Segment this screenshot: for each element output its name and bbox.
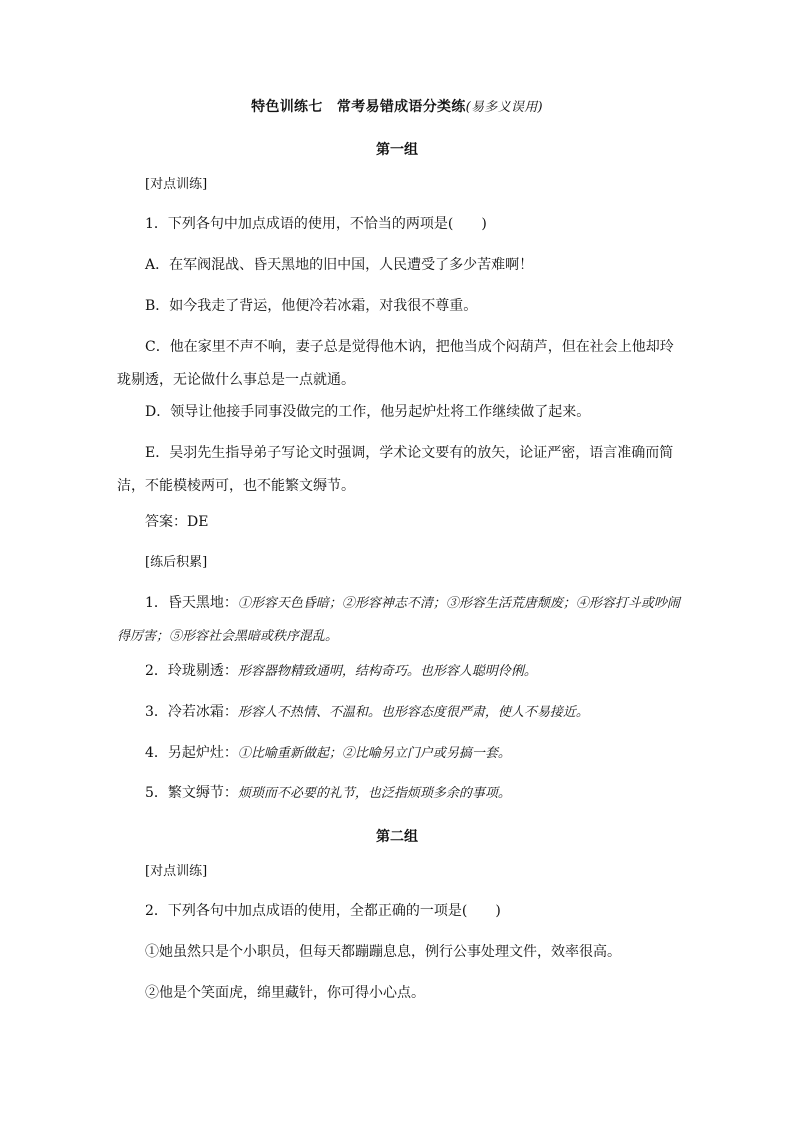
- question-1: 1．下列各句中加点成语的使用，不恰当的两项是( ): [145, 216, 487, 232]
- title-main: 特色训练七 常考易错成语分类练: [251, 99, 466, 115]
- group1-notes-label: [练后积累]: [145, 555, 208, 570]
- note-term: 4．另起炉灶：: [145, 745, 238, 761]
- option-c: C．他在家里不声不响，妻子总是觉得他木讷，把他当成个闷葫芦，但在社会上他却玲珑剔透，无论做什么事总是一点就通。: [117, 339, 674, 388]
- note-definition: ①比喻重新做起；②比喻另立门户或另搞一套。: [237, 746, 511, 761]
- note-1: [117, 587, 687, 653]
- question-2: 2．下列各句中加点成语的使用，全都正确的一项是( ): [145, 903, 501, 919]
- note-3: [145, 696, 715, 729]
- item-1: ①她虽然只是个小职员，但每天都蹦蹦息息，例行公事处理文件，效率很高。: [145, 944, 621, 960]
- note-term: 3．冷若冰霜：: [145, 704, 238, 720]
- answer: 答案：DE: [145, 514, 209, 530]
- note-2: [145, 655, 715, 688]
- group1-heading: 第一组: [376, 142, 418, 158]
- note-definition: ①形容天色昏暗；②形容神志不清；③形容生活荒唐颓废；④形容打斗或吵闹得厉害；⑤形容社会黑暗或秩序混乱。: [117, 596, 680, 644]
- group2-heading: 第二组: [376, 829, 418, 845]
- note-term: 5．繁文缛节：: [145, 785, 238, 801]
- option-b: B．如今我走了背运，他便冷若冰霜，对我很不尊重。: [145, 298, 478, 314]
- title-sub: (易多义误用): [465, 100, 543, 115]
- note-5: [145, 777, 715, 810]
- note-definition: 烦琐而不必要的礼节，也泛指烦琐多余的事项。: [237, 786, 511, 801]
- note-term: 2．玲珑剔透：: [145, 663, 238, 679]
- note-term: 1．昏天黑地：: [145, 595, 238, 611]
- option-d: D．领导让他接手同事没做完的工作，他另起炉灶将工作继续做了起来。: [145, 404, 591, 420]
- page-title: [0, 96, 794, 116]
- option-e: E．吴羽先生指导弟子写论文时强调，学术论文要有的放矢，论证严密，语言准确而简洁，不能模棱两可，也不能繁文缛节。: [117, 445, 674, 494]
- note-4: [145, 737, 715, 770]
- note-definition: 形容器物精致通明，结构奇巧。也形容人聪明伶俐。: [237, 664, 537, 679]
- group1-section-label: [对点训练]: [145, 177, 208, 192]
- group2-section-label: [对点训练]: [145, 864, 208, 879]
- item-2: ②他是个笑面虎，绵里藏针，你可得小心点。: [145, 985, 425, 1001]
- option-a: A．在军阀混战、昏天黑地的旧中国，人民遭受了多少苦难啊！: [145, 257, 534, 273]
- note-definition: 形容人不热情、不温和。也形容态度很严肃，使人不易接近。: [237, 705, 589, 720]
